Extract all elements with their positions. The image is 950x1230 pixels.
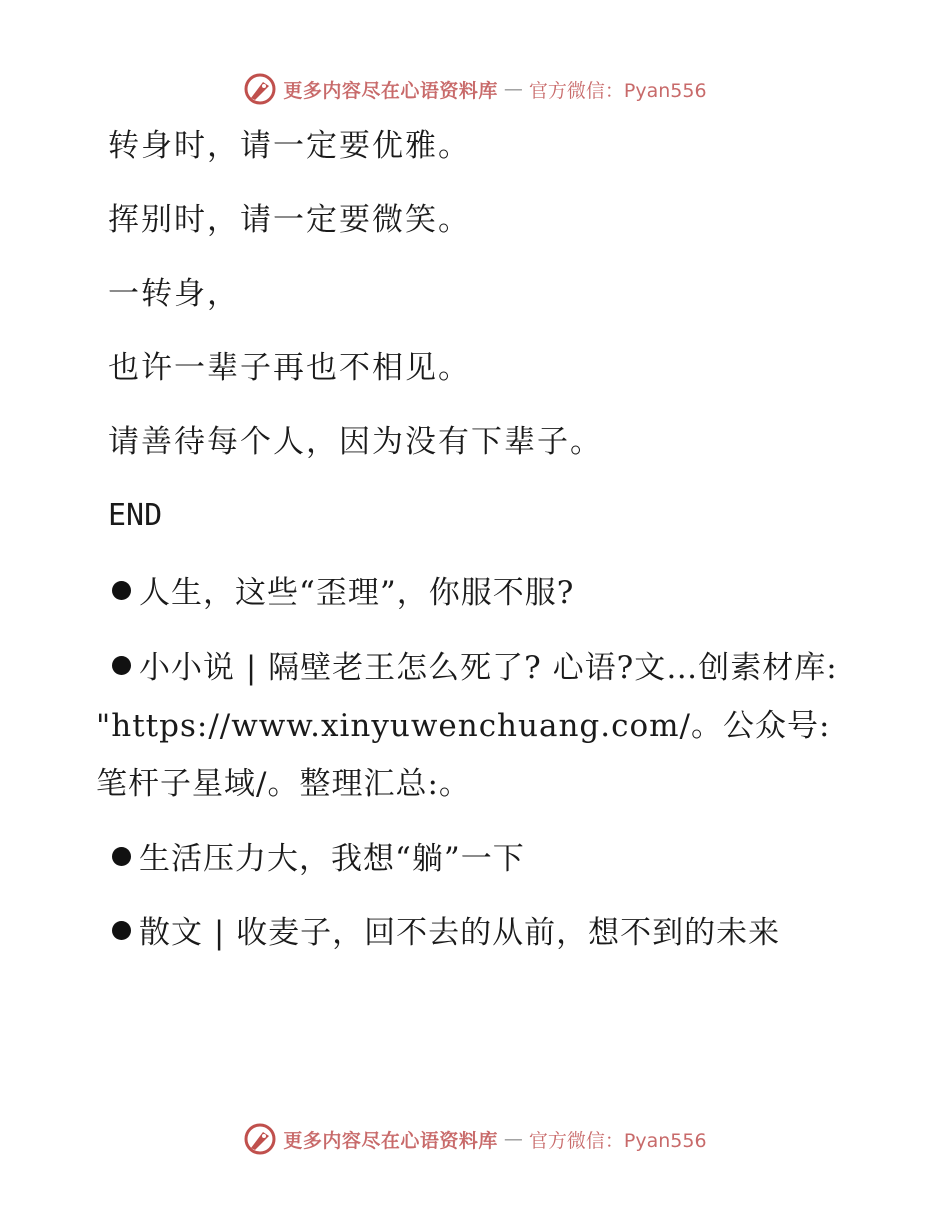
content-line: 挥别时，请一定要微笑。 — [108, 202, 471, 238]
banner-main-text: 更多内容尽在心语资料库 — [283, 1129, 498, 1152]
main-content — [108, 125, 868, 569]
end-marker: END — [108, 498, 163, 533]
content-line: 转身时，请一定要优雅。 — [108, 128, 471, 164]
content-line: 一转身， — [108, 276, 240, 312]
pen-nib-logo-icon — [243, 72, 277, 106]
related-article-title: 生活压力大，我想“躺”一下 — [139, 841, 525, 877]
banner-main-text: 更多内容尽在心语资料库 — [283, 79, 498, 102]
header-banner — [0, 72, 950, 106]
related-article-item[interactable] — [96, 831, 866, 887]
bullet-icon — [112, 921, 131, 940]
related-article-title: 人生，这些“歪理”，你服不服? — [139, 575, 575, 611]
related-article-item[interactable] — [96, 639, 866, 813]
content-line: 也许一辈子再也不相见。 — [108, 350, 471, 386]
related-article-item[interactable] — [96, 905, 866, 961]
related-article-title: 小小说 | 隔壁老王怎么死了? 心语?文…创素材库: "https://www.xinyuwenchuang.com/。公众号: 笔杆子星域/。整理汇总:。 — [96, 650, 838, 802]
related-article-item[interactable] — [96, 565, 866, 621]
related-articles-list — [96, 565, 866, 979]
banner-wechat-text: 官方微信：Pyan556 — [528, 1129, 707, 1152]
content-line: 请善待每个人，因为没有下辈子。 — [108, 424, 603, 460]
footer-banner — [0, 1122, 950, 1156]
banner-separator: — — [503, 1128, 523, 1150]
bullet-icon — [112, 847, 131, 866]
banner-wechat-text: 官方微信：Pyan556 — [528, 79, 707, 102]
related-article-title: 散文 | 收麦子，回不去的从前，想不到的未来 — [139, 915, 781, 951]
bullet-icon — [112, 656, 131, 675]
banner-separator: — — [503, 78, 523, 100]
pen-nib-logo-icon — [243, 1122, 277, 1156]
bullet-icon — [112, 581, 131, 600]
